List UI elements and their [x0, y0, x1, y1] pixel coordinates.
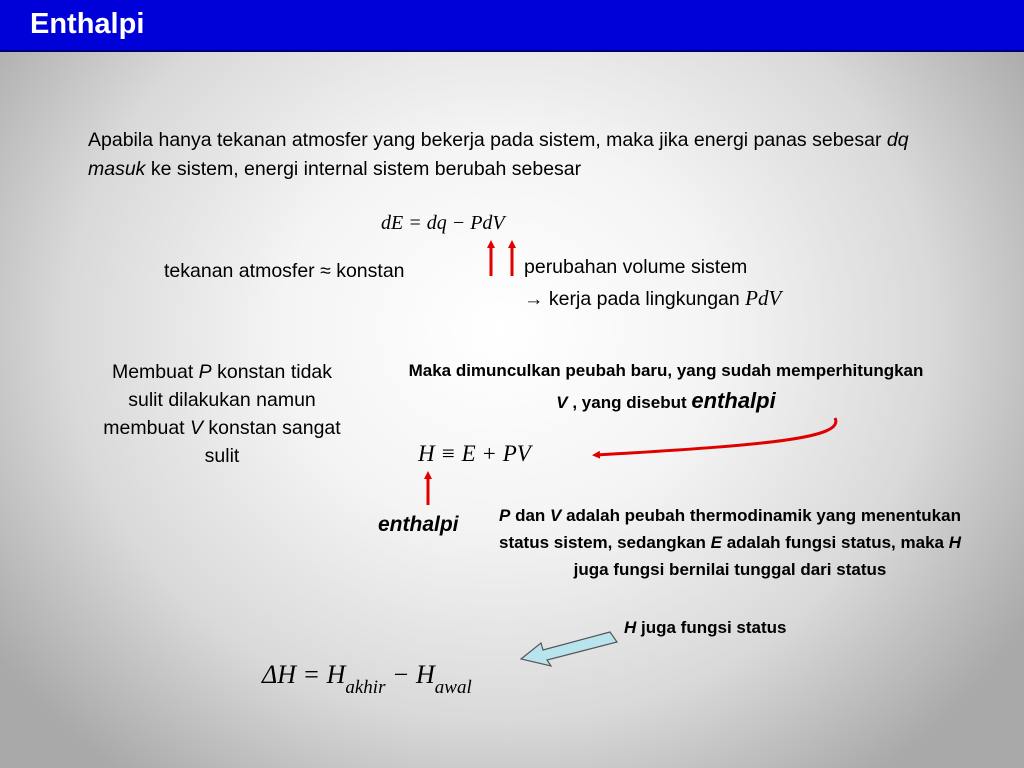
state-function-text: juga fungsi status — [636, 618, 787, 637]
constant-text-3: konstan sangat sulit — [203, 417, 341, 467]
new-var-text-2: , yang disebut — [567, 393, 692, 412]
arrow-curve-to-h — [596, 418, 836, 455]
equation-de: dE = dq − PdV — [381, 212, 505, 234]
arrow-block-to-delta-h — [521, 632, 617, 666]
volume-pdv: PdV — [745, 286, 782, 310]
state-h: H — [948, 533, 961, 552]
eq3-lhs: ΔH = H — [262, 660, 346, 689]
intro-text-before: Apabila hanya tekanan atmosfer yang bekerja pada sistem, maka jika energi panas sebesar — [88, 129, 887, 151]
state-text-2: adalah peubah thermodinamik yang menentukan status sistem, sedangkan — [498, 506, 961, 552]
state-v: V — [550, 506, 562, 525]
state-p: P — [499, 506, 511, 525]
new-var-enthalpi: enthalpi — [691, 388, 776, 413]
enthalpi-label: enthalpi — [378, 513, 459, 536]
state-text-4: juga fungsi bernilai tunggal dari status — [573, 560, 887, 579]
intro-italic: dq masuk — [88, 129, 909, 180]
constant-p: P — [198, 361, 212, 383]
state-text-3: adalah fungsi status, maka — [721, 533, 949, 552]
state-e: E — [710, 533, 722, 552]
constant-text-1: Membuat — [111, 361, 199, 383]
eq3-sub-akhir: akhir — [345, 677, 386, 698]
new-var-text-1: Maka dimunculkan peubah baru, yang sudah memperhitungkan — [408, 361, 924, 380]
state-text-1: dan — [510, 506, 551, 525]
new-var-v: V — [556, 393, 568, 412]
intro-text-after: ke sistem, energi internal sistem berubah sebesar — [145, 158, 582, 180]
constant-v: V — [190, 417, 204, 439]
eq3-mid: − H — [385, 660, 435, 689]
constant-text-2: konstan tidak sulit dilakukan namun membuat — [103, 361, 333, 439]
state-function-h: H — [624, 618, 637, 637]
volume-line1: perubahan volume sistem — [524, 256, 748, 278]
equation-h: H ≡ E + PV — [418, 441, 531, 466]
pressure-note: tekanan atmosfer ≈ konstan — [164, 260, 405, 282]
eq3-sub-awal: awal — [434, 677, 472, 698]
page-title: Enthalpi — [30, 8, 145, 40]
volume-line2-text: → kerja pada lingkungan — [524, 288, 746, 310]
